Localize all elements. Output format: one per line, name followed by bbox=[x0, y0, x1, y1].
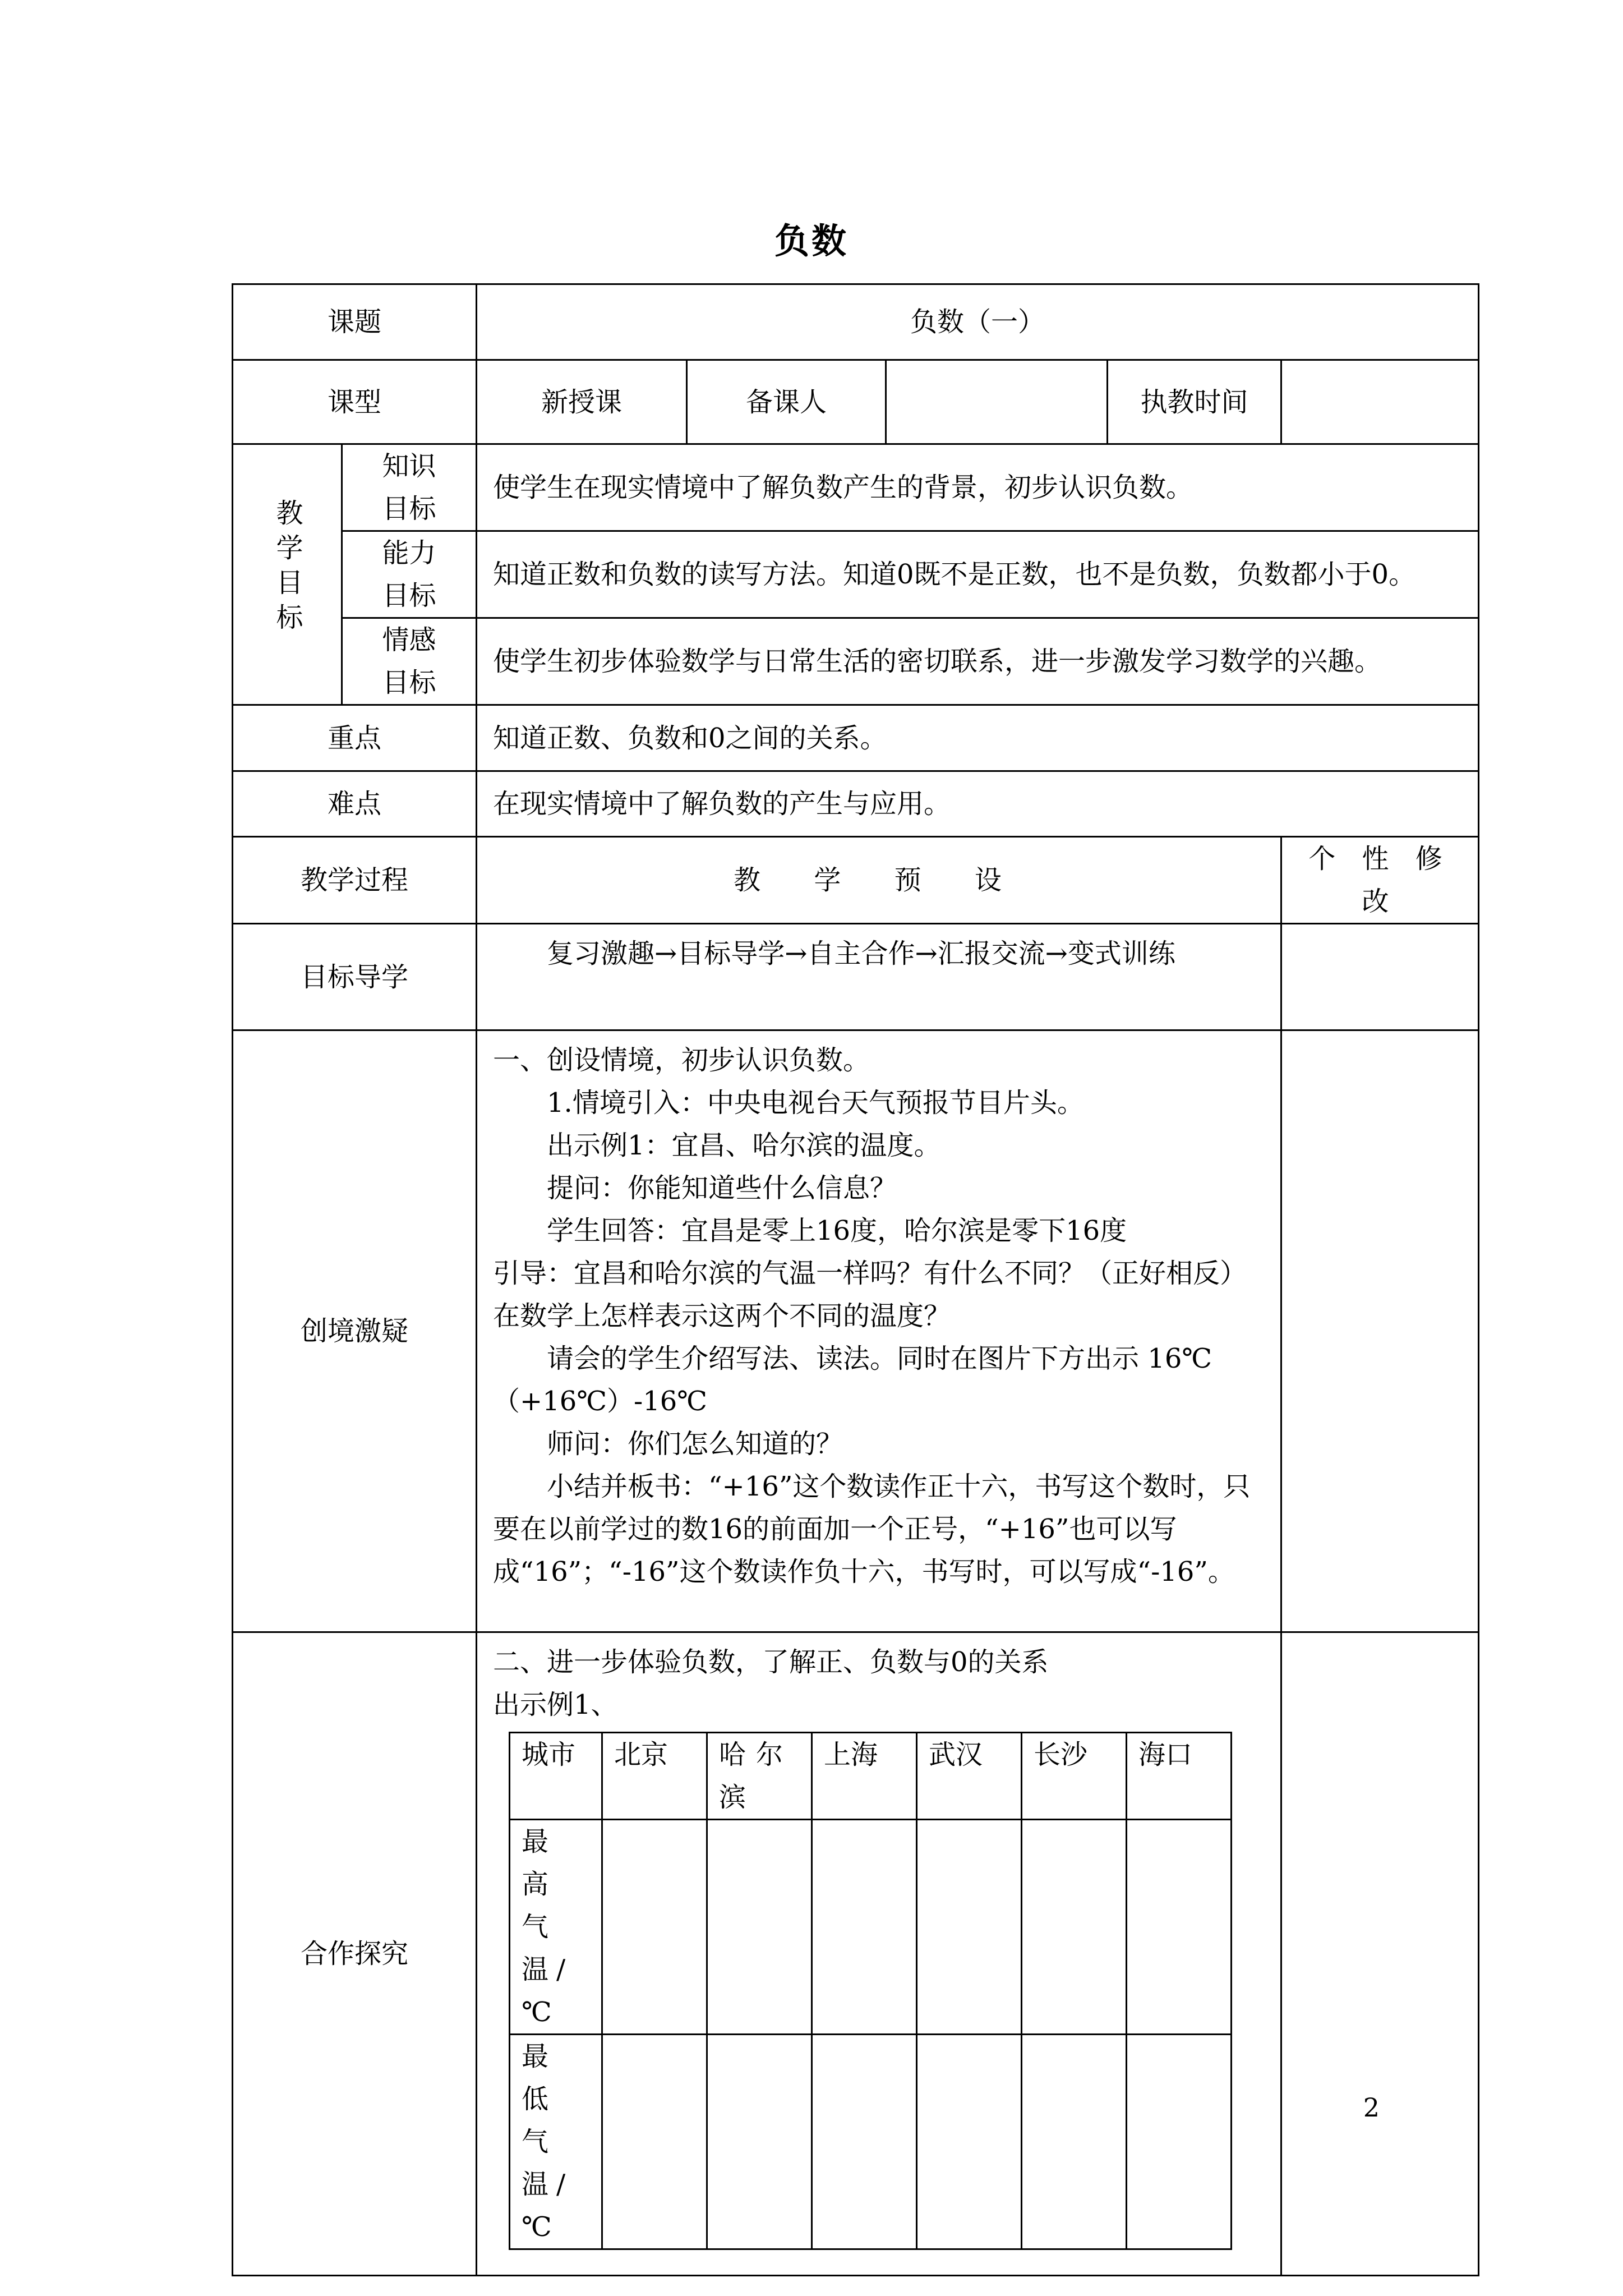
topic-label: 课题 bbox=[233, 284, 477, 360]
table-cell bbox=[812, 2035, 917, 2249]
explore-notes bbox=[1281, 1632, 1479, 2276]
knowledge-goal-label bbox=[342, 444, 477, 531]
ability-goal-text: 知道正数和负数的读写方法。知道0既不是正数，也不是负数，负数都小于0。 bbox=[477, 531, 1479, 618]
city-beijing: 北京 bbox=[602, 1733, 707, 1820]
emotion-goal-text: 使学生初步体验数学与日常生活的密切联系，进一步激发学习数学的兴趣。 bbox=[477, 618, 1479, 705]
process-header-col3: 个 性 修 改 bbox=[1281, 837, 1479, 924]
table-cell bbox=[1127, 1820, 1232, 2035]
city-wuhan: 武汉 bbox=[917, 1733, 1022, 1820]
city-harbin: 哈尔滨 bbox=[707, 1733, 812, 1820]
city-changsha: 长沙 bbox=[1022, 1733, 1127, 1820]
inspire-line-9: 小结并板书：“+16”这个数读作正十六，书写这个数时，只要在以前学过的数16的前面加一个正号，“+16”也可以写成“16”；“-16”这个数读作负十六，书写时，可以写成“-16”。 bbox=[493, 1471, 1251, 1588]
table-cell bbox=[812, 1820, 917, 2035]
inspire-line-1: 一、创设情境，初步认识负数。 bbox=[493, 1045, 870, 1076]
difficulty-text: 在现实情境中了解负数的产生与应用。 bbox=[477, 771, 1479, 837]
table-cell bbox=[1022, 1820, 1127, 2035]
emotion-label-line2: 目标 bbox=[382, 667, 436, 698]
explore-line-1: 二、进一步体验负数，了解正、负数与0的关系 bbox=[493, 1646, 1049, 1678]
type-label: 课型 bbox=[233, 360, 477, 444]
goals-group-label bbox=[233, 444, 342, 705]
table-cell bbox=[707, 2035, 812, 2249]
ability-label-line2: 目标 bbox=[382, 580, 436, 611]
guide-label: 目标导学 bbox=[233, 924, 477, 1030]
knowledge-label-line2: 目标 bbox=[382, 493, 436, 524]
table-cell bbox=[602, 1820, 707, 2035]
table-cell bbox=[707, 1820, 812, 2035]
ability-goal-label bbox=[342, 531, 477, 618]
city-shanghai: 上海 bbox=[812, 1733, 917, 1820]
inspire-line-6: 引导：宜昌和哈尔滨的气温一样吗？有什么不同？（正好相反）在数学上怎样表示这两个不同的温度？ bbox=[493, 1258, 1247, 1332]
type-value: 新授课 bbox=[477, 360, 687, 444]
key-point-label: 重点 bbox=[233, 705, 477, 771]
preparer-value bbox=[886, 360, 1108, 444]
row-high-temp-label: 最高气温/℃ bbox=[510, 1820, 602, 2035]
table-cell bbox=[602, 2035, 707, 2249]
explore-cell bbox=[477, 1632, 1281, 2276]
guide-text: 复习激趣→目标导学→自主合作→汇报交流→变式训练 bbox=[547, 938, 1175, 969]
page-number: 2 bbox=[1363, 2092, 1380, 2123]
guide-notes bbox=[1281, 924, 1479, 1030]
row-low-temp-label: 最低气温/℃ bbox=[510, 2035, 602, 2249]
city-header-label: 城市 bbox=[510, 1733, 602, 1820]
inspire-line-2: 1.情境引入：中央电视台天气预报节目片头。 bbox=[547, 1087, 1084, 1119]
time-label: 执教时间 bbox=[1108, 360, 1281, 444]
time-value bbox=[1281, 360, 1479, 444]
city-temperature-table bbox=[509, 1732, 1232, 2250]
document-title: 负数 bbox=[774, 220, 849, 261]
inspire-line-5: 学生回答：宜昌是零上16度，哈尔滨是零下16度 bbox=[547, 1215, 1127, 1246]
table-cell bbox=[917, 1820, 1022, 2035]
inspire-line-3: 出示例1：宜昌、哈尔滨的温度。 bbox=[547, 1130, 941, 1161]
lesson-plan-table bbox=[232, 283, 1479, 2276]
table-cell bbox=[1127, 2035, 1232, 2249]
inspire-line-8: 师问：你们怎么知道的？ bbox=[547, 1428, 843, 1460]
city-haikou: 海口 bbox=[1127, 1733, 1232, 1820]
inspire-line-7: 请会的学生介绍写法、读法。同时在图片下方出示 16℃（+16℃）-16℃ bbox=[493, 1343, 1212, 1417]
explore-line-2: 出示例1、 bbox=[493, 1689, 618, 1720]
explore-label: 合作探究 bbox=[233, 1632, 477, 2276]
difficulty-label: 难点 bbox=[233, 771, 477, 837]
table-cell bbox=[917, 2035, 1022, 2249]
inspire-notes bbox=[1281, 1030, 1479, 1632]
key-point-text: 知道正数、负数和0之间的关系。 bbox=[477, 705, 1479, 771]
emotion-goal-label bbox=[342, 618, 477, 705]
inspire-label: 创境激疑 bbox=[233, 1030, 477, 1632]
guide-cell bbox=[477, 924, 1281, 1030]
process-header-col1: 教学过程 bbox=[233, 837, 477, 924]
ability-label-line1: 能力 bbox=[382, 537, 436, 569]
emotion-label-line1: 情感 bbox=[382, 624, 436, 656]
goals-group-text: 教学目标 bbox=[271, 499, 303, 638]
inspire-cell bbox=[477, 1030, 1281, 1632]
table-cell bbox=[1022, 2035, 1127, 2249]
knowledge-goal-text: 使学生在现实情境中了解负数产生的背景，初步认识负数。 bbox=[477, 444, 1479, 531]
inspire-line-4: 提问：你能知道些什么信息？ bbox=[547, 1172, 897, 1204]
topic-value: 负数（一） bbox=[477, 284, 1479, 360]
preparer-label: 备课人 bbox=[687, 360, 886, 444]
knowledge-label-line1: 知识 bbox=[382, 450, 436, 482]
process-header-col2: 教 学 预 设 bbox=[477, 837, 1281, 924]
